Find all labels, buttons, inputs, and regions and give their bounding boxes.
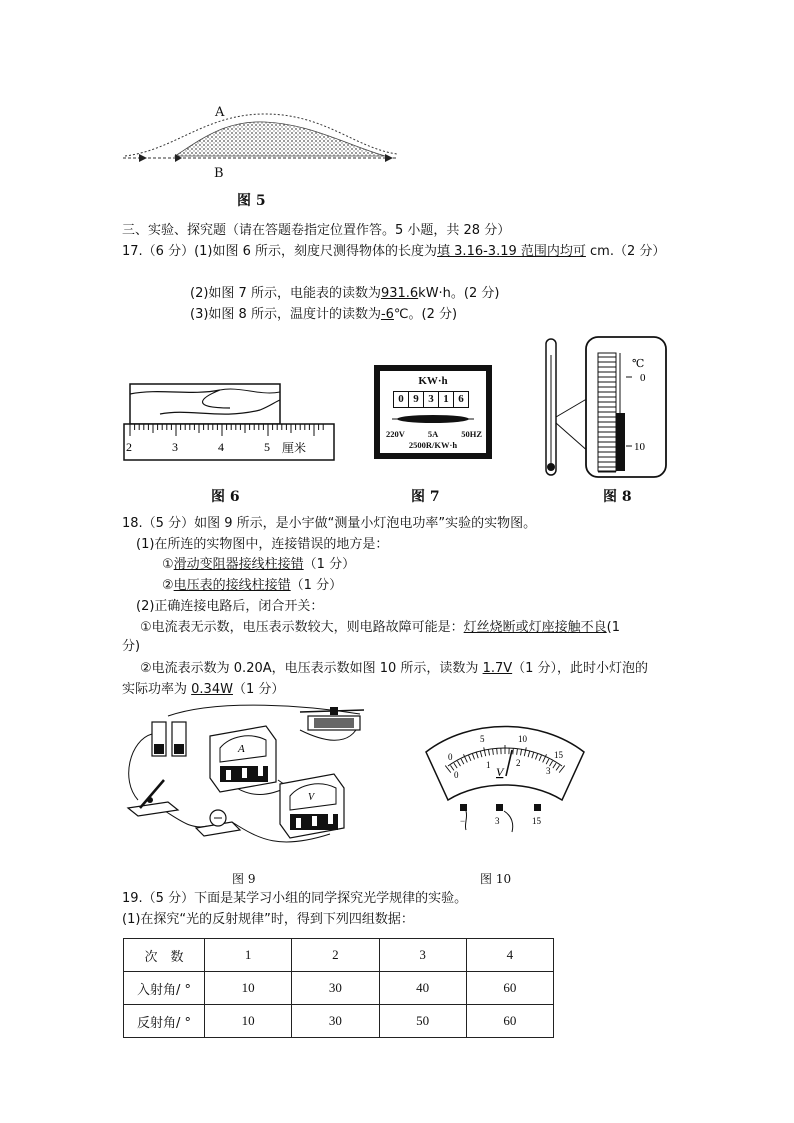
figure-9-caption: 图 9 (232, 872, 256, 886)
thermometer-unit: ℃ (632, 358, 645, 370)
meter-spec-line-2: 2500R/KW·h (408, 440, 458, 450)
reading-mid: （1 分），此时小灯泡的 (512, 661, 649, 676)
q17-prefix: 17.（6 分）(1)如图 6 所示，刻度尺测得物体的长度为 (122, 244, 438, 259)
reading-prefix: ②电流表示数为 0.20A，电压表示数如图 10 所示，读数为 (140, 661, 483, 676)
wing-shape (175, 122, 385, 156)
knife-switch (128, 780, 178, 816)
question-17-part-2 (190, 285, 499, 303)
q17-p3-suffix: ℃。(2 分) (393, 307, 458, 322)
meter-current: 5A (427, 429, 439, 439)
meter-rotor-disc (392, 411, 474, 427)
reflection-data-table (123, 938, 554, 1038)
figure-10-voltmeter-dial (420, 712, 590, 837)
question-18-line-2: (1)在所连的实物图中，连接错误的地方是： (136, 537, 389, 552)
table-cell: 10 (205, 1005, 292, 1038)
thermometer-mercury-column (616, 413, 625, 471)
q17-p2-suffix: kW·h。(2 分) (418, 286, 500, 301)
meter-digit: 9 (408, 391, 424, 408)
err2-number: ② (162, 578, 174, 593)
sliding-rheostat (300, 707, 364, 730)
figure-8-thermometer (540, 335, 670, 485)
voltmeter (280, 774, 344, 838)
question-18-fault-wrap: 分) (122, 639, 141, 654)
err2-answer: 电压表的接线柱接错 (173, 578, 291, 593)
arrow-right-icon (385, 154, 393, 162)
figure-5-label-a: A (215, 105, 225, 120)
dial-top-10: 10 (518, 734, 527, 744)
question-18-error-2 (162, 577, 342, 595)
question-18-fault (140, 619, 620, 637)
q17-suffix-1: cm.（2 分） (585, 244, 666, 259)
section-3-heading: 三、实验、探究题（请在答题卷指定位置作答。5 小题，共 28 分） (122, 223, 511, 238)
q17-answer-2: 931.6 (380, 286, 419, 301)
question-19-line-2: (1)在探究“光的反射规律”时，得到下列四组数据： (122, 912, 414, 927)
ruler-tick-label-5: 5 (264, 440, 270, 454)
fault-suffix: (1 (606, 620, 621, 635)
dial-top-15: 15 (554, 750, 563, 760)
question-18-line-3: (2)正确连接电路后，闭合开关： (136, 599, 324, 614)
ruler-tick-label-2: 2 (126, 440, 132, 454)
figure-9-circuit-photo (120, 700, 370, 860)
meter-digit-display (393, 391, 469, 408)
q17-answer-3: -6 (380, 307, 394, 322)
figure-6-caption: 图 6 (211, 489, 240, 505)
ruler-tick-label-4: 4 (218, 440, 224, 454)
terminal-negative: − (460, 816, 466, 826)
power-prefix: 实际功率为 (122, 682, 192, 697)
ammeter-symbol: A (238, 743, 245, 755)
dial-bottom-3: 3 (546, 766, 551, 776)
err1-answer: 滑动变阻器接线柱接错 (173, 557, 304, 572)
terminal-15: 15 (532, 816, 541, 826)
err1-number: ① (162, 557, 174, 572)
meter-digit-decimal: 6 (453, 391, 469, 408)
question-17-line-1 (122, 243, 665, 261)
table-row-label: 入射角/ ° (124, 972, 205, 1005)
table-header-cell: 2 (292, 939, 379, 972)
table-header-cell: 3 (379, 939, 466, 972)
ruler-unit-label: 厘米 (282, 441, 307, 455)
figure-5-caption: 图 5 (237, 193, 266, 209)
dial-top-5: 5 (480, 734, 485, 744)
meter-digit: 1 (438, 391, 454, 408)
figure-6-ruler (120, 380, 342, 465)
meter-digit: 0 (393, 391, 409, 408)
thermometer-label-10: 10 (634, 441, 645, 453)
table-row (124, 972, 554, 1005)
question-18-error-1 (162, 556, 355, 574)
reading-answer: 1.7V (482, 661, 513, 676)
measured-wood-block (130, 384, 280, 424)
meter-unit-header: KW·h (418, 375, 448, 387)
question-18-reading (140, 660, 648, 678)
table-cell: 30 (292, 1005, 379, 1038)
q17-answer-1: 填 3.16-3.19 范围内均可 (437, 244, 586, 259)
fault-answer: 灯丝烧断或灯座接触不良 (463, 620, 607, 635)
power-answer: 0.34W (191, 682, 233, 697)
table-cell: 60 (466, 972, 553, 1005)
dial-top-0: 0 (448, 752, 453, 762)
table-header-cell: 次 数 (124, 939, 205, 972)
figure-7-energy-meter (374, 365, 492, 459)
meter-voltage: 220V (386, 429, 405, 439)
ruler-tick-label-3: 3 (172, 440, 178, 454)
question-18-power (122, 681, 284, 699)
question-19-line-1: 19.（5 分）下面是某学习小组的同学探究光学规律的实验。 (122, 891, 468, 906)
q17-p2-prefix: (2)如图 7 所示，电能表的读数为 (190, 286, 381, 301)
figure-7-caption: 图 7 (411, 489, 440, 505)
table-cell: 30 (292, 972, 379, 1005)
power-suffix: （1 分） (232, 682, 285, 697)
thermometer-label-0: 0 (640, 372, 646, 384)
dial-bottom-0: 0 (454, 770, 459, 780)
fault-prefix: ①电流表无示数，电压表示数较大，则电路故障可能是： (140, 620, 464, 635)
table-header-cell: 4 (466, 939, 553, 972)
meter-frequency: 50HZ (461, 429, 482, 439)
question-17-part-3 (190, 306, 457, 324)
q17-p3-prefix: (3)如图 8 所示，温度计的读数为 (190, 307, 381, 322)
err2-score: （1 分） (290, 578, 343, 593)
figure-10-caption: 图 10 (480, 872, 512, 886)
dial-symbol: V (496, 765, 504, 779)
table-cell: 60 (466, 1005, 553, 1038)
table-cell: 10 (205, 972, 292, 1005)
meter-digit: 3 (423, 391, 439, 408)
voltmeter-symbol: V (308, 792, 315, 803)
question-18-line-1: 18.（5 分）如图 9 所示，是小宇做“测量小灯泡电功率”实验的实物图。 (122, 516, 537, 531)
table-cell: 50 (379, 1005, 466, 1038)
table-header-row (124, 939, 554, 972)
table-header-cell: 1 (205, 939, 292, 972)
err1-score: （1 分） (303, 557, 356, 572)
dial-bottom-2: 2 (516, 758, 521, 768)
light-bulb (196, 810, 240, 836)
arrow-left-icon (139, 154, 147, 162)
battery-pack (152, 722, 186, 756)
dial-bottom-1: 1 (486, 760, 491, 770)
table-cell: 40 (379, 972, 466, 1005)
figure-5-label-b: B (214, 166, 224, 181)
terminal-3: 3 (495, 816, 500, 826)
table-row (124, 1005, 554, 1038)
ammeter (210, 726, 276, 792)
meter-spec-line-1 (386, 429, 482, 439)
figure-8-caption: 图 8 (603, 489, 632, 505)
table-row-label: 反射角/ ° (124, 1005, 205, 1038)
